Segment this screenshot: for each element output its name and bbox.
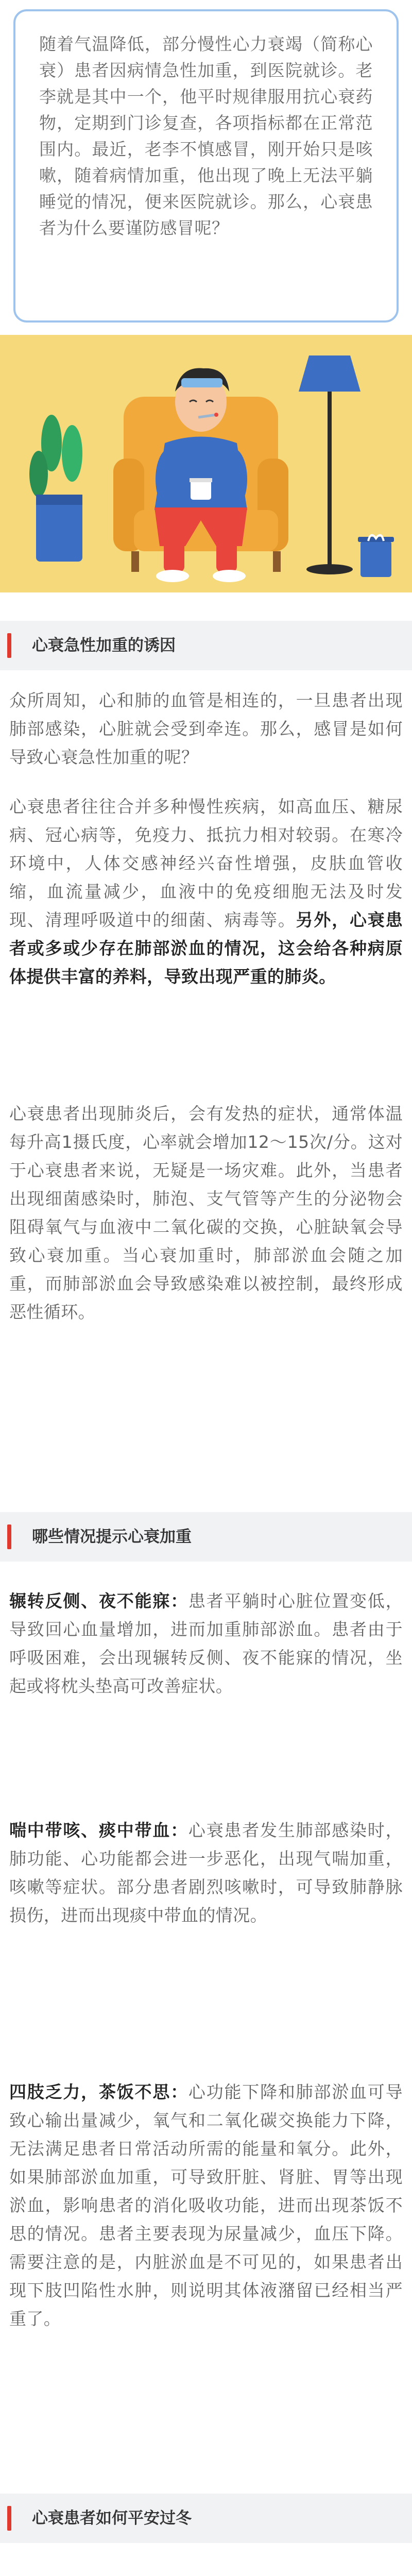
section-title: 心衰患者如何平安过冬: [32, 2509, 192, 2528]
section-title: 哪些情况提示心衰加重: [32, 1528, 192, 1546]
section-marker: [7, 633, 11, 658]
section-header-2: [0, 1512, 412, 1562]
section-title: 心衰急性加重的诱因: [32, 636, 176, 655]
section-header-3: [0, 2494, 412, 2543]
section1-paragraph-3: 心衰患者出现肺炎后，会有发热的症状，通常体温每升高1摄氏度，心率就会增加12～15次/分。这对于心衰患者来说，无疑是一场灾难。此外，当患者出现细菌感染时，肺泡、支气管等产生的分泌物会阻碍氧气与血液中二氧化碳的交换，心脏缺氧会导致心衰加重。当心衰加重时，肺部淤血会随之加重，而肺部淤血会导致感染难以被控制，最终形成恶性循环。: [9, 1104, 403, 1322]
sick-man-with-thermometer-icon: [0, 325, 412, 603]
section-marker: [7, 1524, 11, 1549]
symptom-item: 辗转反侧、夜不能寐：患者平躺时心脏位置变低，导致回心血量增加，进而加重肺部淤血。患者由于呼吸困难，会出现辗转反侧、夜不能寐的情况，坐起或将枕头垫高可改善症状。: [9, 1591, 403, 1696]
symptom-item: 喘中带咳、痰中带血：心衰患者发生肺部感染时，肺功能、心功能都会进一步恶化，出现气喘加重，咳嗽等症状。部分患者剧烈咳嗽时，可导致肺静脉损伤，进而出现痰中带血的情况。: [9, 1820, 403, 1925]
trash-bin-icon: [358, 535, 394, 577]
section-header-1: [0, 621, 412, 670]
section-marker: [7, 2506, 11, 2531]
intro-paragraph: 随着气温降低，部分慢性心力衰竭（简称心衰）患者因病情急性加重，到医院就诊。老李就是其中一个，他平时规律服用抗心衰药物，定期到门诊复查，各项指标都在正常范围内。最近，老李不慎感冒，刚开始只是咳嗽，随着病情加重，他出现了晚上无法平躺睡觉的情况，便来医院就诊。那么，心衰患者为什么要谨防感冒呢？: [39, 34, 373, 238]
intro-card: [13, 9, 399, 323]
symptom-item: 四肢乏力，茶饭不思：心功能下降和肺部淤血可导致心输出量减少，氧气和二氧化碳交换能力下降，无法满足患者日常活动所需的能量和氧分。此外，如果肺部淤血加重，可导致肝脏、肾脏、胃等出现淤血，影响患者的消化吸收功能，进而出现茶饭不思的情况。患者主要表现为尿量减少，血压下降。需要注意的是，内脏淤血是不可见的，如果患者出现下肢凹陷性水肿，则说明其体液潴留已经相当严重了。: [9, 2082, 403, 2329]
section1-paragraph-1: 众所周知，心和肺的血管是相连的，一旦患者出现肺部感染，心脏就会受到牵连。那么，感冒是如何导致心衰急性加重的呢？: [9, 690, 403, 767]
section1-paragraph-2: 心衰患者往往合并多种慢性疾病，如高血压、糖尿病、冠心病等，免疫力、抵抗力相对较弱。在寒冷环境中，人体交感神经兴奋性增强，皮肤血管收缩，血流量减少，血液中的免疫细胞无法及时发现、清理呼吸道中的细菌、病毒等。另外，心衰患者或多或少存在肺部淤血的情况，这会给各种病原体提供丰富的养料，导致出现严重的肺炎。: [9, 796, 403, 987]
